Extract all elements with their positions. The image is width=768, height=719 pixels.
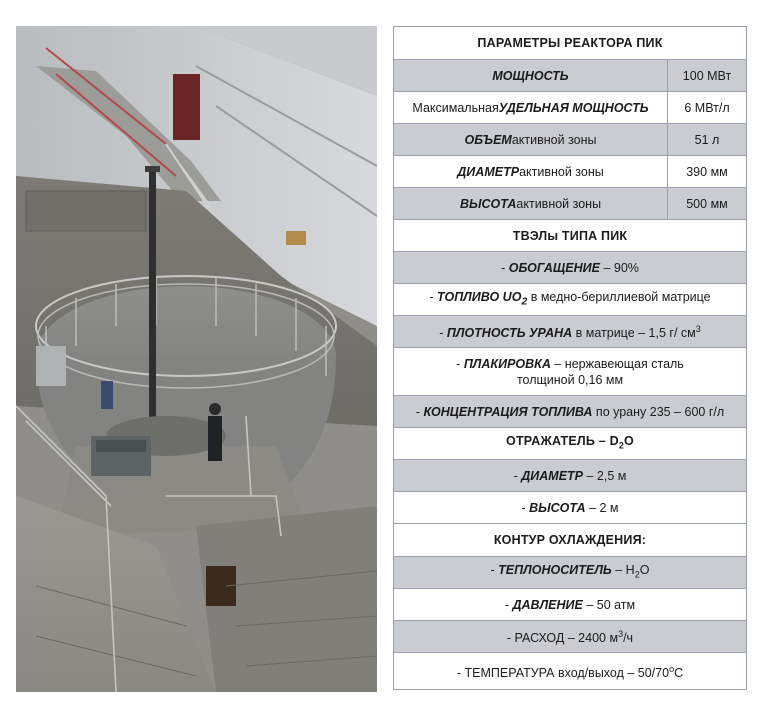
table-row-power — [394, 60, 746, 92]
param-value: 390 мм — [686, 164, 728, 179]
reactor-hall-photo — [16, 26, 377, 692]
label-bold: МОЩНОСТЬ — [492, 68, 569, 83]
table-row-specific-power — [394, 92, 746, 124]
label-bold: ОБЪЕМ — [464, 132, 512, 147]
label-suffix: активной зоны — [511, 132, 597, 147]
label-rest: – 2 м — [585, 500, 619, 515]
label-rest: – 50 атм — [582, 597, 636, 612]
table-row-fuel — [394, 284, 746, 316]
label-rest: – H — [611, 563, 635, 578]
label-bold: КОНЦЕНТРАЦИЯ ТОПЛИВА — [423, 404, 593, 419]
reflector-title-text: ОТРАЖАТЕЛЬ – D — [506, 434, 619, 449]
param-value: 6 МВт/л — [684, 100, 730, 115]
label-bold: ОБОГАЩЕНИЕ — [508, 260, 600, 275]
subscript: 2 — [521, 296, 528, 308]
dash: - — [504, 597, 513, 612]
fuel-section-title — [394, 220, 746, 252]
label-tail: /ч — [623, 631, 634, 646]
label-rest: в медно-бериллиевой матрице — [527, 289, 711, 304]
table-row-reflector-height — [394, 492, 746, 524]
reflector-section-title — [394, 428, 746, 460]
label-rest: в матрице – 1,5 г/ см — [572, 326, 696, 341]
label-suffix: активной зоны — [519, 164, 604, 179]
dash: - — [490, 563, 499, 578]
subscript: 2 — [618, 440, 625, 451]
param-value: 500 мм — [686, 196, 728, 211]
fuel-title-text: ТВЭЛы ТИПА ПИК — [512, 228, 628, 243]
label-line2: толщиной 0,16 мм — [516, 372, 624, 387]
dash: - — [501, 260, 509, 275]
label-rest: – 2,5 м — [583, 468, 627, 483]
reflector-title-tail: O — [624, 434, 634, 449]
label-bold: ДИАМЕТР — [457, 164, 520, 179]
superscript: о — [669, 663, 675, 674]
label-text: - РАСХОД – 2400 м — [506, 631, 619, 646]
label-bold: ТОПЛИВО UO — [437, 289, 522, 304]
label-prefix: Максимальная — [412, 100, 499, 115]
label-tail: O — [639, 563, 650, 578]
label-tail: С — [674, 666, 684, 681]
table-row-flow-rate — [394, 621, 746, 653]
superscript: 3 — [618, 629, 624, 640]
table-row-enrichment — [394, 252, 746, 284]
dash: - — [415, 404, 424, 419]
label-rest: – 90% — [599, 260, 639, 275]
table-title-text: ПАРАМЕТРЫ РЕАКТОРА ПИК — [477, 36, 663, 50]
param-value: 100 МВт — [682, 68, 732, 83]
table-title — [394, 27, 746, 60]
dash: - — [521, 500, 530, 515]
table-row-coolant — [394, 557, 746, 589]
superscript: 3 — [695, 324, 701, 335]
label-bold: ПЛАКИРОВКА — [463, 356, 551, 371]
label-bold: ДАВЛЕНИЕ — [512, 597, 583, 612]
label-suffix: активной зоны — [516, 196, 602, 211]
dash: - — [429, 289, 437, 304]
param-label — [394, 60, 668, 91]
param-label — [394, 92, 668, 123]
cooling-section-title — [394, 524, 746, 557]
table-row-temperature — [394, 653, 746, 689]
param-label — [394, 124, 668, 155]
table-row-pressure — [394, 589, 746, 621]
label-bold: ТЕПЛОНОСИТЕЛЬ — [498, 563, 612, 578]
table-row-volume — [394, 124, 746, 156]
param-label — [394, 188, 668, 219]
label-bold: ПЛОТНОСТЬ УРАНА — [446, 326, 573, 341]
label-bold: ВЫСОТА — [529, 500, 586, 515]
table-row-fuel-concentration — [394, 396, 746, 428]
dash: - — [439, 326, 447, 341]
table-row-reflector-diameter — [394, 460, 746, 492]
label-rest: – нержавеющая сталь — [550, 356, 684, 371]
table-row-cladding — [394, 348, 746, 396]
cooling-title-text: КОНТУР ОХЛАЖДЕНИЯ: — [493, 533, 647, 547]
table-row-height — [394, 188, 746, 220]
param-value: 51 л — [694, 132, 720, 147]
reactor-parameters-table — [393, 26, 747, 690]
label-rest: по урану 235 – 600 г/л — [592, 404, 725, 419]
label-text: - ТЕМПЕРАТУРА вход/выход – 50/70 — [456, 666, 670, 681]
subscript: 2 — [634, 569, 640, 580]
label-bold: УДЕЛЬНАЯ МОЩНОСТЬ — [498, 100, 649, 115]
label-bold: ВЫСОТА — [459, 196, 517, 211]
table-row-uranium-density — [394, 316, 746, 348]
dash: - — [456, 356, 464, 371]
dash: - — [513, 468, 522, 483]
param-label — [394, 156, 668, 187]
label-bold: ДИАМЕТР — [521, 468, 584, 483]
table-row-diameter — [394, 156, 746, 188]
